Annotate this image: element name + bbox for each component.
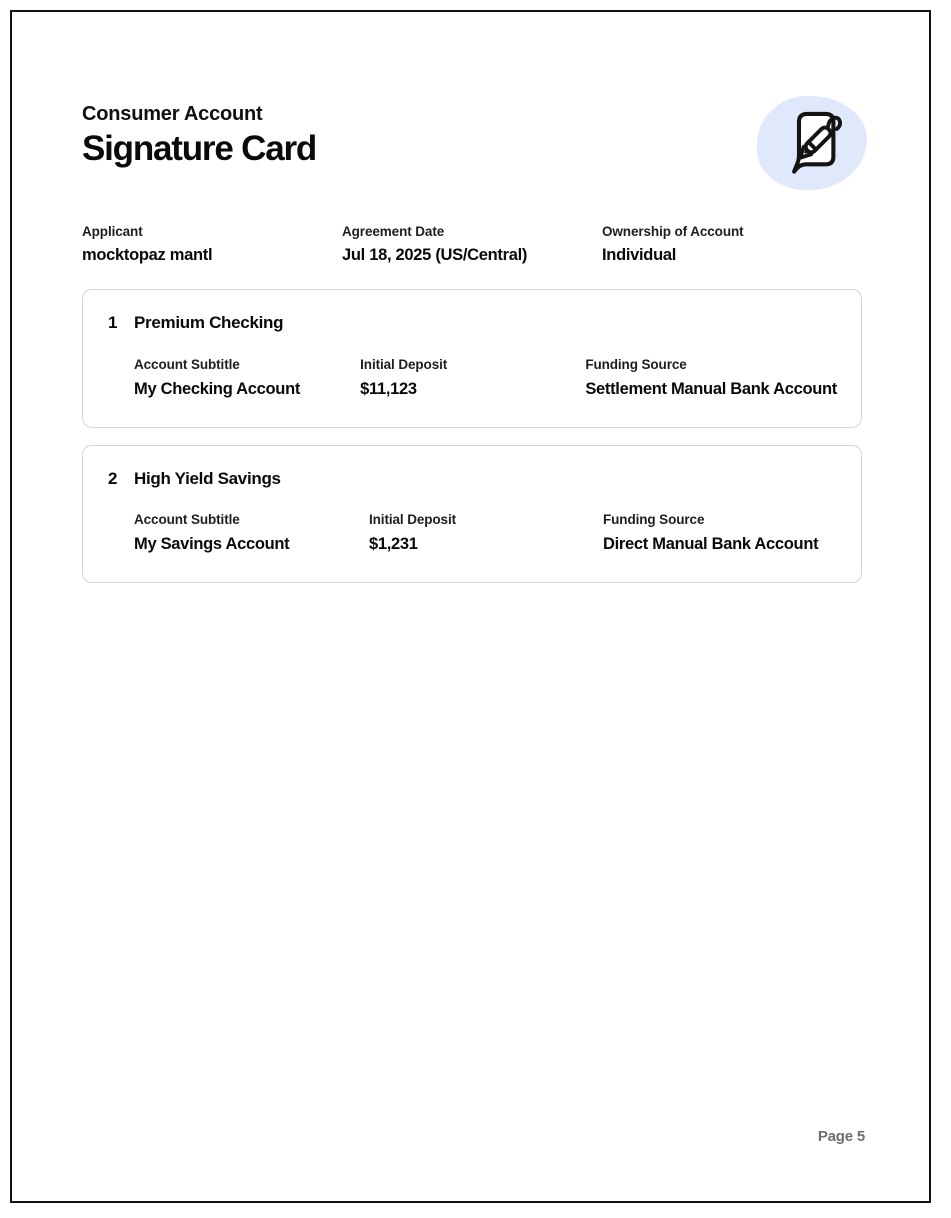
field-label: Applicant — [82, 223, 143, 239]
page-number: Page 5 — [817, 1128, 865, 1145]
ownership-field — [602, 225, 862, 266]
page-content — [82, 0, 862, 583]
account-number: 1 — [108, 313, 118, 333]
field-label: Account Subtitle — [134, 512, 240, 528]
field-value: My Savings Account — [134, 535, 290, 554]
account-subtitle-field — [134, 358, 360, 399]
field-value: Individual — [602, 246, 677, 265]
funding-source-field — [585, 358, 837, 399]
initial-deposit-field — [369, 513, 603, 554]
account-subtitle-field — [134, 513, 369, 554]
field-value: Jul 18, 2025 (US/Central) — [342, 246, 528, 265]
account-card-header — [108, 313, 837, 333]
field-value: My Checking Account — [134, 379, 301, 398]
agreement-date-field — [342, 225, 602, 266]
document-pen-icon — [783, 104, 845, 182]
field-label: Agreement Date — [342, 223, 445, 239]
document-type-label: Consumer Account — [82, 103, 263, 125]
field-label: Ownership of Account — [602, 223, 744, 239]
field-value: $11,123 — [360, 379, 417, 398]
field-value: $1,231 — [369, 535, 418, 554]
account-card-high-yield-savings — [82, 445, 862, 583]
funding-source-field — [603, 513, 837, 554]
field-label: Funding Source — [603, 512, 705, 528]
field-label: Account Subtitle — [134, 356, 240, 372]
field-label: Initial Deposit — [360, 356, 448, 372]
account-number: 2 — [108, 468, 118, 488]
page-title: Signature Card — [82, 129, 317, 168]
applicant-field — [82, 225, 342, 266]
field-value: mocktopaz mantl — [82, 246, 213, 265]
account-card-fields — [134, 358, 837, 399]
field-value: Direct Manual Bank Account — [603, 535, 819, 554]
field-value: Settlement Manual Bank Account — [585, 379, 837, 398]
applicant-info-row — [82, 225, 862, 266]
account-card-fields — [134, 513, 837, 554]
account-card-header — [108, 469, 837, 489]
account-name: Premium Checking — [134, 313, 284, 333]
field-label: Funding Source — [585, 356, 687, 372]
account-card-premium-checking — [82, 289, 862, 427]
signature-icon-blob — [757, 96, 867, 190]
field-label: Initial Deposit — [369, 512, 457, 528]
initial-deposit-field — [360, 358, 585, 399]
account-name: High Yield Savings — [134, 468, 281, 488]
